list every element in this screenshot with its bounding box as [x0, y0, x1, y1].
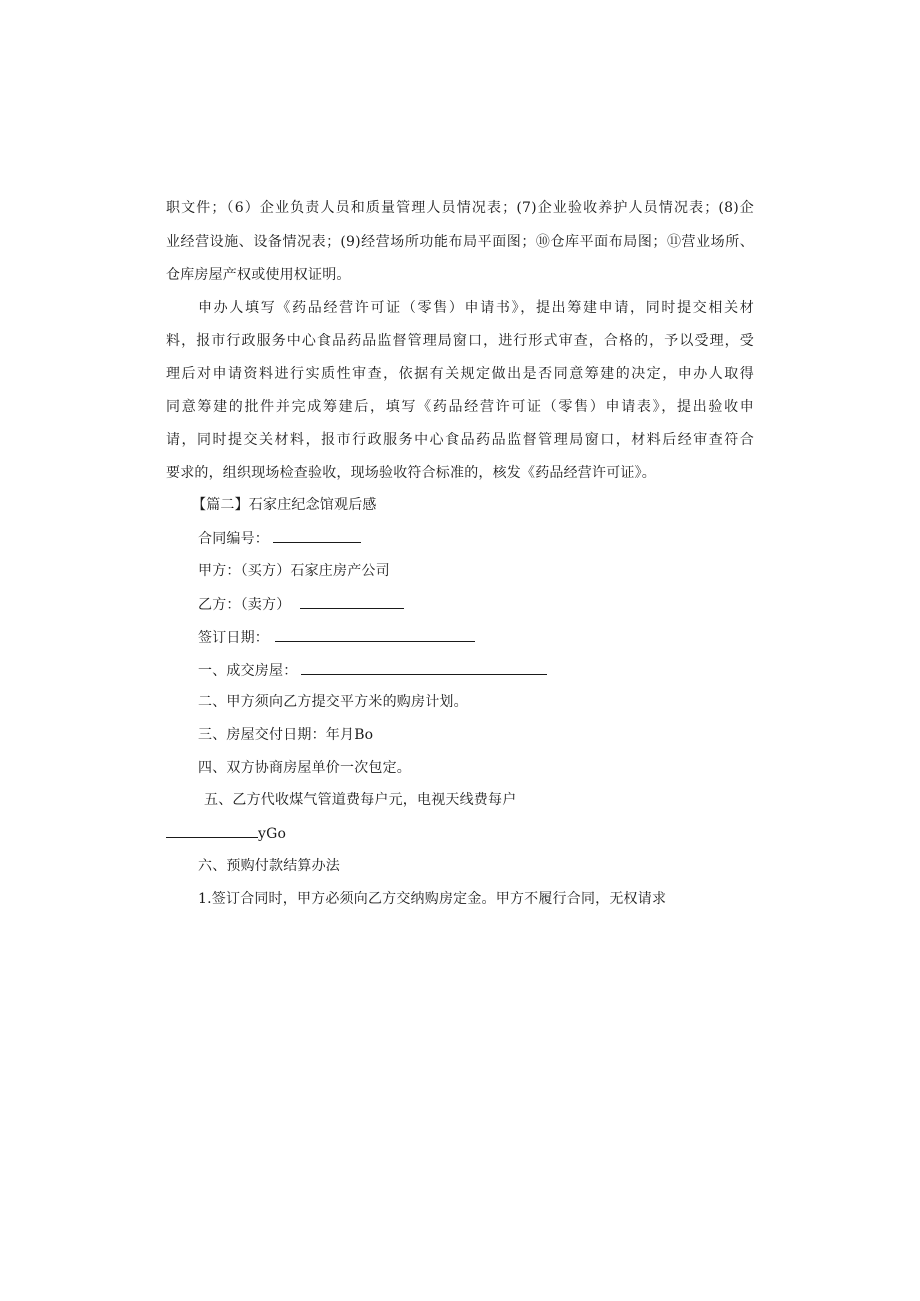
paragraph2-line2: 料，报市行政服务中心食品药品监督管理局窗口，进行形式审查，合格的，予以受理，受: [166, 333, 754, 349]
contract-item-1: [198, 660, 547, 681]
party-b-blank: [300, 594, 404, 609]
contract-item-2: 二、甲方须向乙方提交平方米的购房计划。: [198, 694, 468, 710]
paragraph2-line6: 要求的，组织现场检查验收，现场验收符合标准的，核发《药品经营许可证》。: [166, 465, 656, 481]
paragraph1-line1: 职文件；（6）企业负责人员和质量管理人员情况表；(7)企业验收养护人员情况表；(8)企: [166, 200, 754, 216]
contract-item-5: 五、乙方代收煤气管道费每户元，电视天线费每户: [204, 792, 517, 808]
paragraph1-line3: 仓库房屋产权或使用权证明。: [166, 267, 351, 283]
item1-label: 一、成交房屋：: [198, 663, 298, 679]
contract-item-5-continued: [166, 823, 286, 844]
contract-number-label: 合同编号：: [198, 531, 269, 547]
item5-cont-text: yGo: [258, 826, 287, 842]
sign-date: [198, 627, 475, 648]
paragraph2-line4: 同意筹建的批件并完成筹建后，填写《药品经营许可证（零售）申请表》，提出验收申: [166, 399, 754, 415]
item5-blank: [166, 823, 258, 838]
paragraph2-line5: 请，同时提交关材料，报市行政服务中心食品药品监督管理局窗口，材料后经审查符合: [166, 432, 754, 448]
sign-date-label: 签订日期：: [198, 630, 269, 646]
paragraph2-line1: 申办人填写《药品经营许可证（零售）申请书》，提出筹建申请，同时提交相关材: [198, 300, 754, 316]
paragraph1-line2: 业经营设施、设备情况表；(9)经营场所功能布局平面图；⑩仓库平面布局图；⑪营业场所、: [166, 234, 754, 250]
contract-item-4: 四、双方协商房屋单价一次包定。: [198, 760, 411, 776]
contract-number: [198, 528, 361, 549]
party-a: 甲方：（买方）石家庄房产公司: [198, 563, 390, 579]
contract-number-blank: [273, 528, 361, 543]
party-b-label: 乙方：（卖方）: [198, 597, 291, 613]
sign-date-blank: [275, 627, 475, 642]
paragraph2-line3: 理后对申请资料进行实质性审查，依据有关规定做出是否同意筹建的决定，申办人取得: [166, 366, 754, 382]
party-b: [198, 594, 404, 615]
section-title: 【篇二】石家庄纪念馆观后感: [192, 497, 377, 513]
contract-item-3: 三、房屋交付日期：年月Bo: [198, 727, 374, 743]
contract-item-6: 六、预购付款结算办法: [198, 858, 340, 874]
contract-item-6-1: 1.签订合同时，甲方必须向乙方交纳购房定金。甲方不履行合同，无权请求: [198, 891, 667, 907]
item1-blank: [301, 660, 547, 675]
